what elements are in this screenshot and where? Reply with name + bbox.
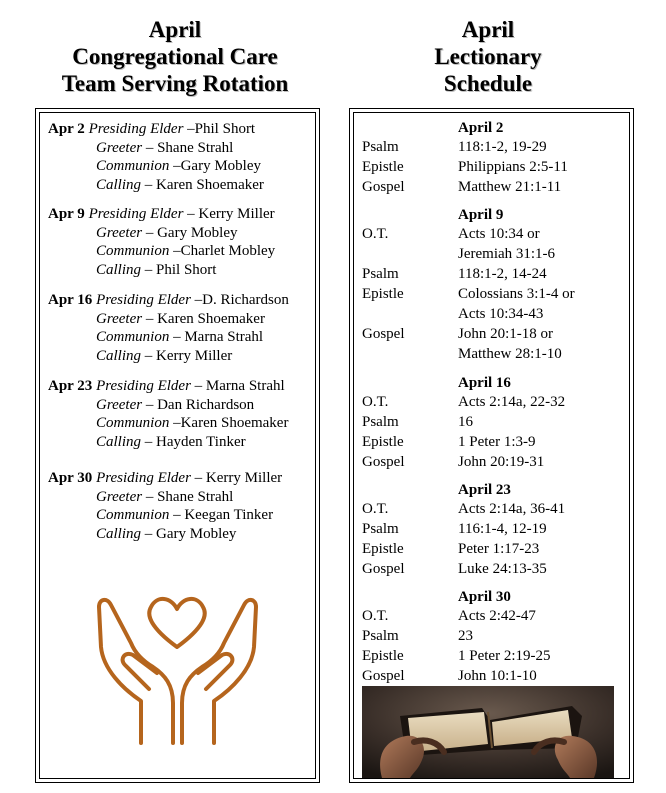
role-label: Communion — [96, 158, 170, 174]
role-separator: – — [190, 470, 206, 486]
volunteer-name: Phil Short — [156, 261, 217, 278]
reading-label: Psalm — [362, 414, 399, 430]
role-label: Communion — [96, 415, 170, 431]
role-label: Greeter — [96, 396, 143, 413]
rotation-week — [48, 291, 289, 365]
role-label: Calling — [96, 176, 142, 193]
lectionary-heading-line: April — [461, 17, 515, 42]
role-label: Calling — [96, 347, 142, 364]
role-separator: – — [190, 292, 203, 308]
reading-label: Epistle — [362, 541, 404, 557]
volunteer-name: Gary Mobley — [180, 158, 261, 174]
reading-label: O.T. — [362, 501, 389, 517]
role-label: Calling — [96, 433, 142, 450]
role-separator: – — [183, 121, 195, 137]
role-separator: – — [142, 224, 158, 241]
rotation-greeter-line — [48, 396, 288, 415]
role-label: Calling — [96, 525, 142, 542]
reading-label: Epistle — [362, 434, 404, 450]
role-label: Greeter — [96, 139, 143, 156]
volunteer-name: D. Richardson — [202, 292, 289, 308]
rotation-elder-line — [48, 469, 282, 488]
bible-in-hands-photo — [362, 686, 614, 778]
reading-label: Psalm — [362, 139, 399, 155]
volunteer-name: Dan Richardson — [157, 396, 255, 413]
volunteer-name: Marna Strahl — [184, 329, 264, 345]
rotation-calling-line — [48, 176, 264, 195]
rotation-elder-line — [48, 377, 288, 396]
role-label: Presiding Elder — [96, 378, 191, 394]
reading-reference: 1 Peter 1:3-9 — [458, 434, 536, 450]
volunteer-name: Karen Shoemaker — [157, 310, 265, 327]
rotation-week — [48, 205, 275, 279]
reading-reference: 1 Peter 2:19-25 — [458, 648, 551, 664]
role-label: Presiding Elder — [88, 121, 184, 137]
reading-reference: 118:1-2, 14-24 — [458, 266, 547, 282]
reading-reference: Peter 1:17-23 — [458, 541, 540, 557]
role-label: Presiding Elder — [96, 470, 191, 486]
reading-reference: John 20:1-18 or — [458, 326, 553, 342]
rotation-date: Apr 2 — [48, 121, 85, 137]
rotation-week — [48, 120, 264, 194]
rotation-calling-line — [48, 433, 288, 452]
reading-reference: Acts 2:14a, 22-32 — [458, 394, 566, 410]
reading-label: Epistle — [362, 159, 404, 175]
reading-reference: Matthew 21:1-11 — [458, 179, 562, 195]
role-separator: – — [142, 139, 158, 156]
rotation-greeter-line — [48, 488, 282, 507]
role-separator: – — [169, 415, 181, 431]
lectionary-heading-line: Schedule — [443, 71, 533, 96]
lectionary-date: April 30 — [458, 589, 511, 605]
reading-reference: Acts 2:14a, 36-41 — [458, 501, 566, 517]
lectionary-heading — [368, 16, 608, 97]
role-label: Calling — [96, 261, 142, 278]
role-separator: – — [141, 176, 157, 193]
reading-label: Psalm — [362, 628, 399, 644]
reading-reference: Acts 2:42-47 — [458, 608, 536, 624]
lectionary-date: April 9 — [458, 207, 504, 223]
reading-reference: Jeremiah 31:1-6 — [458, 246, 556, 262]
volunteer-name: Kerry Miller — [156, 347, 233, 364]
reading-reference: Luke 24:13-35 — [458, 561, 547, 577]
reading-label: Epistle — [362, 648, 404, 664]
rotation-communion-line — [48, 414, 288, 433]
role-separator: – — [141, 347, 157, 364]
role-label: Communion — [96, 243, 170, 259]
rotation-week — [48, 377, 288, 451]
rotation-communion-line — [48, 242, 275, 261]
volunteer-name: Shane Strahl — [157, 139, 234, 156]
role-separator: – — [142, 396, 158, 413]
role-separator: – — [141, 433, 157, 450]
rotation-date: Apr 9 — [48, 206, 85, 222]
reading-reference: Philippians 2:5-11 — [458, 159, 568, 175]
volunteer-name: Gary Mobley — [156, 525, 237, 542]
reading-label: Gospel — [362, 561, 405, 577]
rotation-date: Apr 16 — [48, 292, 93, 308]
reading-label: O.T. — [362, 226, 389, 242]
reading-label: Gospel — [362, 454, 405, 470]
volunteer-name: Kerry Miller — [198, 206, 275, 222]
lectionary-heading-line: Lectionary — [434, 44, 542, 69]
role-separator: – — [169, 243, 181, 259]
rotation-calling-line — [48, 261, 275, 280]
reading-reference: John 20:19-31 — [458, 454, 545, 470]
rotation-communion-line — [48, 328, 289, 347]
role-separator: – — [169, 507, 185, 523]
reading-reference: Matthew 28:1-10 — [458, 346, 562, 362]
reading-reference: 23 — [458, 628, 473, 644]
reading-reference: 16 — [458, 414, 473, 430]
volunteer-name: Marna Strahl — [205, 378, 285, 394]
rotation-week — [48, 469, 282, 543]
rotation-calling-line — [48, 525, 282, 544]
role-separator: – — [183, 206, 199, 222]
reading-label: Epistle — [362, 286, 404, 302]
volunteer-name: Karen Shoemaker — [180, 415, 289, 431]
rotation-greeter-line — [48, 310, 289, 329]
role-label: Presiding Elder — [88, 206, 184, 222]
role-label: Presiding Elder — [96, 292, 191, 308]
role-label: Greeter — [96, 488, 143, 505]
reading-reference: Acts 10:34 or — [458, 226, 540, 242]
reading-label: O.T. — [362, 394, 389, 410]
lectionary-date: April 2 — [458, 120, 504, 136]
reading-reference: Colossians 3:1-4 or — [458, 286, 575, 302]
rotation-communion-line — [48, 506, 282, 525]
volunteer-name: Kerry Miller — [205, 470, 283, 486]
role-label: Communion — [96, 329, 170, 345]
reading-label: Psalm — [362, 521, 399, 537]
role-separator: – — [142, 310, 158, 327]
reading-reference: John 10:1-10 — [458, 668, 537, 684]
role-separator: – — [190, 378, 206, 394]
reading-label: Psalm — [362, 266, 399, 282]
rotation-heading-line: Team Serving Rotation — [61, 71, 289, 96]
volunteer-name: Phil Short — [194, 121, 256, 137]
rotation-elder-line — [48, 205, 275, 224]
rotation-heading-line: April — [148, 17, 202, 42]
role-label: Greeter — [96, 224, 143, 241]
rotation-elder-line — [48, 291, 289, 310]
volunteer-name: Shane Strahl — [157, 488, 234, 505]
rotation-greeter-line — [48, 139, 264, 158]
reading-label: Gospel — [362, 326, 405, 342]
rotation-calling-line — [48, 347, 289, 366]
role-separator: – — [169, 329, 185, 345]
volunteer-name: Karen Shoemaker — [156, 176, 264, 193]
lectionary-date: April 16 — [458, 375, 511, 391]
volunteer-name: Keegan Tinker — [184, 507, 274, 523]
reading-reference: Acts 10:34-43 — [458, 306, 544, 322]
reading-label: O.T. — [362, 608, 389, 624]
role-label: Greeter — [96, 310, 143, 327]
rotation-date: Apr 23 — [48, 378, 93, 394]
reading-label: Gospel — [362, 179, 405, 195]
rotation-communion-line — [48, 157, 264, 176]
role-separator: – — [141, 261, 157, 278]
role-separator: – — [141, 525, 157, 542]
reading-reference: 118:1-2, 19-29 — [458, 139, 547, 155]
rotation-heading-line: Congregational Care — [72, 44, 278, 69]
lectionary-date: April 23 — [458, 482, 511, 498]
role-separator: – — [142, 488, 158, 505]
role-separator: – — [169, 158, 181, 174]
rotation-elder-line — [48, 120, 264, 139]
rotation-date: Apr 30 — [48, 470, 93, 486]
volunteer-name: Charlet Mobley — [180, 243, 276, 259]
rotation-greeter-line — [48, 224, 275, 243]
rotation-heading — [30, 16, 320, 97]
role-label: Communion — [96, 507, 170, 523]
volunteer-name: Gary Mobley — [157, 224, 238, 241]
volunteer-name: Hayden Tinker — [156, 433, 246, 450]
reading-label: Gospel — [362, 668, 405, 684]
heart-hands-icon — [95, 585, 260, 745]
reading-reference: 116:1-4, 12-19 — [458, 521, 547, 537]
